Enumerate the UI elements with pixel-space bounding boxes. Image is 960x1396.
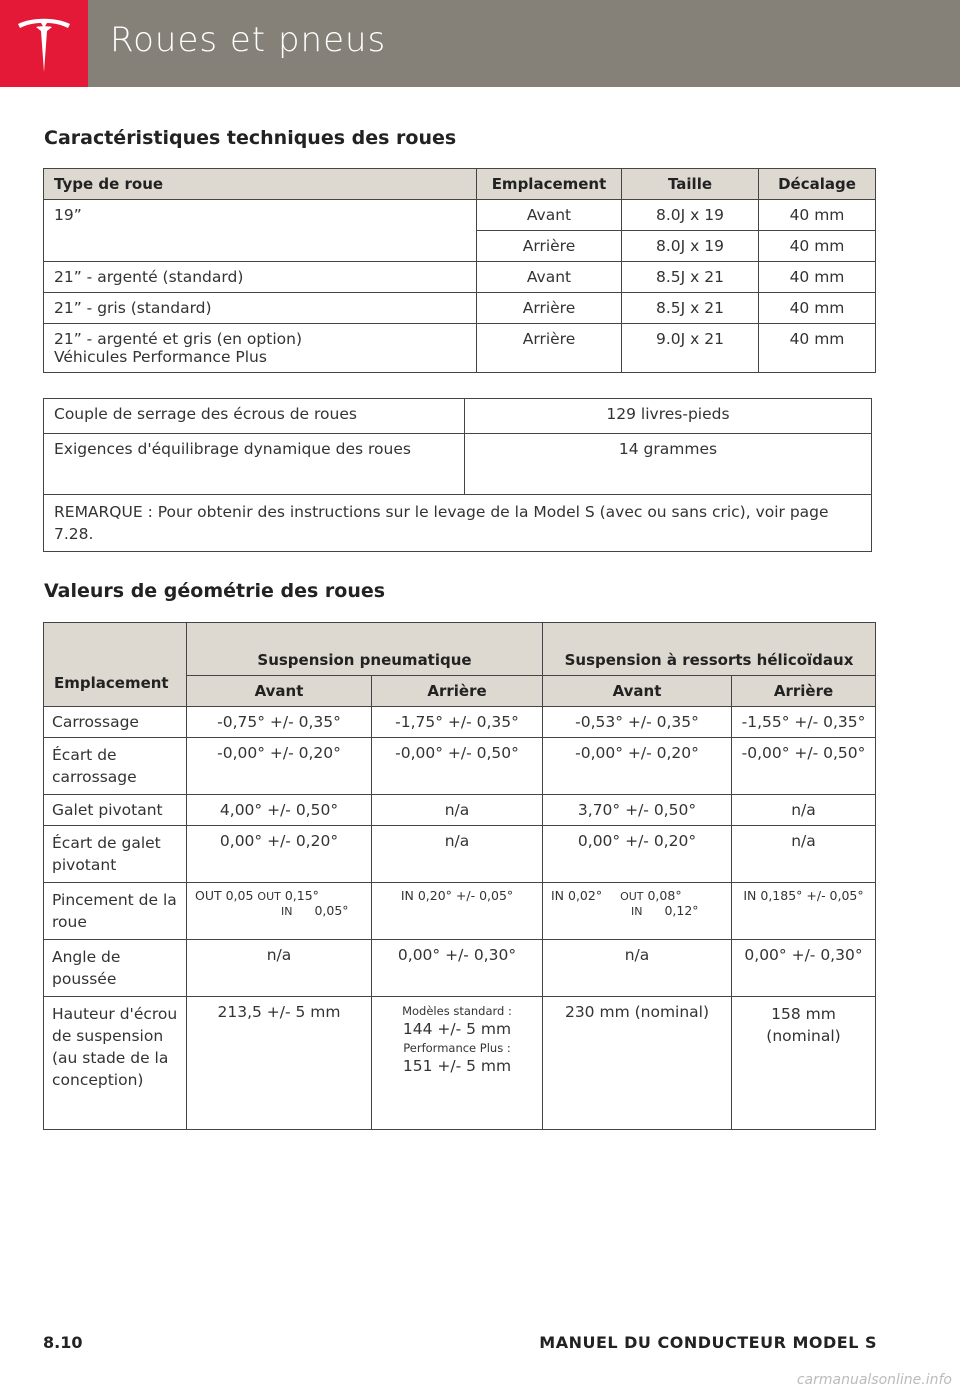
wheel-type-line1: 21” - argenté et gris (en option): [54, 330, 302, 348]
wheel-type: 21” - argenté (standard): [44, 262, 477, 293]
toe-out-label: OUT: [257, 890, 281, 903]
group-header: Suspension à ressorts hélicoïdaux: [543, 623, 876, 676]
row-label: Écart de galet pivotant: [44, 826, 187, 883]
cell: 4,00° +/- 0,50°: [187, 795, 372, 826]
table-row: [44, 293, 876, 324]
toe-main: OUT 0,05: [195, 888, 254, 903]
col-header: Avant: [543, 676, 732, 707]
table-header-row: [44, 623, 876, 676]
toe-in-value: 0,05°: [314, 903, 349, 918]
cell: -0,00° +/- 0,50°: [732, 738, 876, 795]
table-row: [44, 200, 876, 231]
wheel-type: 21” - gris (standard): [44, 293, 477, 324]
wheel-size: 8.0J x 19: [622, 231, 759, 262]
col-header: Emplacement: [44, 623, 187, 707]
cell: -0,00° +/- 0,20°: [543, 738, 732, 795]
table-row: [44, 324, 876, 373]
table-header-row: [44, 169, 876, 200]
cell: n/a: [187, 940, 372, 997]
table-row: [44, 707, 876, 738]
cell: 0,00° +/- 0,20°: [543, 826, 732, 883]
tesla-logo-icon: [14, 14, 74, 74]
wheel-specs-table: [43, 168, 876, 373]
col-header: Emplacement: [477, 169, 622, 200]
height-sub-label: Performance Plus :: [403, 1041, 511, 1055]
torque-value: 129 livres-pieds: [465, 399, 872, 434]
cell: -1,55° +/- 0,35°: [732, 707, 876, 738]
height-sub-value: 151 +/- 5 mm: [402, 1057, 512, 1075]
cell: -0,00° +/- 0,50°: [372, 738, 543, 795]
note-text: REMARQUE : Pour obtenir des instructions sur le levage de la Model S (avec ou sans cric), voir page 7.28.: [44, 495, 872, 552]
toe-main: IN 0,02°: [551, 888, 603, 903]
height-sub-value: 144 +/- 5 mm: [402, 1020, 512, 1038]
height-air-rear: [372, 997, 543, 1130]
height-coil-rear: 158 mm (nominal): [732, 997, 876, 1130]
wheel-offset: 40 mm: [759, 262, 876, 293]
row-label: Angle de poussée: [44, 940, 187, 997]
wheel-offset: 40 mm: [759, 324, 876, 373]
table-row: [44, 997, 876, 1130]
col-header: Arrière: [372, 676, 543, 707]
toe-out-value: 0,08°: [647, 888, 682, 903]
col-header: Type de roue: [44, 169, 477, 200]
height-coil-front: 230 mm (nominal): [543, 997, 732, 1130]
col-header: Taille: [622, 169, 759, 200]
table-row: [44, 826, 876, 883]
watermark: carmanualsonline.info: [796, 1372, 952, 1388]
col-header: Arrière: [732, 676, 876, 707]
wheel-size: 9.0J x 21: [622, 324, 759, 373]
table-row: [44, 883, 876, 940]
table-row: [44, 738, 876, 795]
wheel-location: Avant: [477, 200, 622, 231]
wheel-location: Arrière: [477, 231, 622, 262]
balance-value: 14 grammes: [465, 434, 872, 495]
wheel-type: [44, 324, 477, 373]
toe-air-rear: IN 0,20° +/- 0,05°: [372, 883, 543, 940]
cell: n/a: [732, 795, 876, 826]
row-label: Carrossage: [44, 707, 187, 738]
height-sub-label: Modèles standard :: [402, 1004, 512, 1018]
toe-in-value: 0,12°: [664, 903, 699, 918]
wheel-offset: 40 mm: [759, 200, 876, 231]
wheel-size: 8.5J x 21: [622, 293, 759, 324]
table-row: [44, 495, 872, 552]
table-row: [44, 262, 876, 293]
wheel-offset: 40 mm: [759, 231, 876, 262]
page-header: [0, 0, 960, 87]
wheel-type-line2: Véhicules Performance Plus: [54, 348, 267, 366]
toe-out-label: OUT: [620, 890, 644, 903]
wheel-type: 19”: [44, 200, 477, 262]
cell: 0,00° +/- 0,30°: [372, 940, 543, 997]
col-header: Avant: [187, 676, 372, 707]
wheel-location: Avant: [477, 262, 622, 293]
wheel-location: Arrière: [477, 324, 622, 373]
row-label: Galet pivotant: [44, 795, 187, 826]
manual-title: MANUEL DU CONDUCTEUR MODEL S: [539, 1333, 877, 1352]
tesla-logo: [0, 0, 88, 87]
cell: -1,75° +/- 0,35°: [372, 707, 543, 738]
toe-air-front: [187, 883, 372, 940]
cell: n/a: [732, 826, 876, 883]
geometry-table: [43, 622, 876, 1130]
table-row: [44, 399, 872, 434]
torque-table: [43, 398, 872, 552]
wheel-location: Arrière: [477, 293, 622, 324]
row-label: Écart de carrossage: [44, 738, 187, 795]
toe-in-label: IN: [630, 905, 643, 918]
wheel-offset: 40 mm: [759, 293, 876, 324]
toe-in-label: IN: [280, 905, 293, 918]
section-title-geometry: Valeurs de géométrie des roues: [44, 580, 386, 602]
page-number: 8.10: [43, 1333, 83, 1352]
table-row: [44, 795, 876, 826]
cell: n/a: [543, 940, 732, 997]
cell: -0,00° +/- 0,20°: [187, 738, 372, 795]
table-row: [44, 434, 872, 495]
group-header: Suspension pneumatique: [187, 623, 543, 676]
table-row: [44, 940, 876, 997]
wheel-size: 8.5J x 21: [622, 262, 759, 293]
toe-coil-front: [543, 883, 732, 940]
row-label: Hauteur d'écrou de suspension (au stade de la conception): [44, 997, 187, 1130]
torque-label: Couple de serrage des écrous de roues: [44, 399, 465, 434]
cell: -0,53° +/- 0,35°: [543, 707, 732, 738]
height-air-front: 213,5 +/- 5 mm: [187, 997, 372, 1130]
col-header: Décalage: [759, 169, 876, 200]
cell: 3,70° +/- 0,50°: [543, 795, 732, 826]
cell: n/a: [372, 795, 543, 826]
row-label: Pincement de la roue: [44, 883, 187, 940]
section-title-wheel-specs: Caractéristiques techniques des roues: [44, 127, 457, 149]
wheel-size: 8.0J x 19: [622, 200, 759, 231]
page-title: Roues et pneus: [110, 20, 387, 60]
toe-coil-rear: IN 0,185° +/- 0,05°: [732, 883, 876, 940]
toe-out-value: 0,15°: [284, 888, 319, 903]
cell: n/a: [372, 826, 543, 883]
balance-label: Exigences d'équilibrage dynamique des roues: [44, 434, 465, 495]
cell: 0,00° +/- 0,30°: [732, 940, 876, 997]
cell: -0,75° +/- 0,35°: [187, 707, 372, 738]
cell: 0,00° +/- 0,20°: [187, 826, 372, 883]
